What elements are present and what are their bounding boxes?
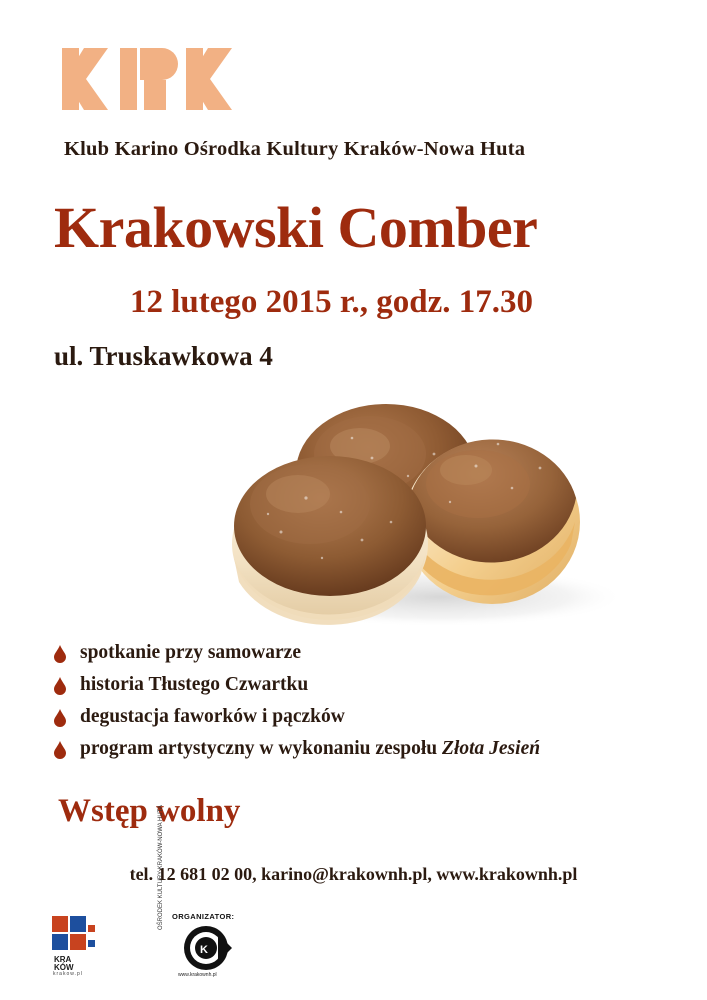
list-item-label: historia Tłustego Czwartku xyxy=(80,674,309,695)
page-title: Krakowski Comber xyxy=(54,195,538,260)
list-item-label: degustacja faworków i pączków xyxy=(80,706,345,727)
svg-text:K: K xyxy=(200,944,208,956)
band-name: Złota Jesień xyxy=(442,738,541,759)
event-date: 12 lutego 2015 r., godz. 17.30 xyxy=(130,284,534,320)
drop-bullet-icon xyxy=(52,708,68,728)
list-item-label-main: program artystyczny w wykonaniu zespołu xyxy=(80,738,443,759)
list-item-label xyxy=(80,738,540,760)
bullet-list xyxy=(52,642,672,770)
contact-line: tel. 12 681 02 00, karino@krakownh.pl, www.krakownh.pl xyxy=(129,864,578,884)
krakow-city-logo xyxy=(50,914,108,976)
svg-text:www.krakownh.pl: www.krakownh.pl xyxy=(178,972,217,978)
ok-logo-caption: OŚRODEK KULTURY KRAKÓW-NOWA HUTA xyxy=(158,805,164,930)
drop-bullet-icon xyxy=(52,644,68,664)
free-entry-note: Wstęp wolny xyxy=(58,793,241,829)
organizer-label: ORGANIZATOR: xyxy=(172,912,235,921)
list-item-label: spotkanie przy samowarze xyxy=(80,642,301,663)
svg-text:KRA: KRA xyxy=(54,955,72,964)
drop-bullet-icon xyxy=(52,676,68,696)
organizer-block xyxy=(158,805,304,980)
club-line: Klub Karino Ośrodka Kultury Kraków-Nowa Huta xyxy=(64,138,526,160)
list-item xyxy=(52,706,672,732)
drop-bullet-icon xyxy=(52,740,68,760)
paczki-photo xyxy=(210,372,630,634)
list-item xyxy=(52,674,672,700)
krk-logo xyxy=(62,48,242,110)
svg-text:KÓW: KÓW xyxy=(54,963,74,972)
ok-culture-center-logo xyxy=(166,924,276,980)
svg-text:krakow.pl: krakow.pl xyxy=(53,971,83,976)
event-address: ul. Truskawkowa 4 xyxy=(54,341,273,371)
list-item xyxy=(52,642,672,668)
list-item xyxy=(52,738,672,764)
